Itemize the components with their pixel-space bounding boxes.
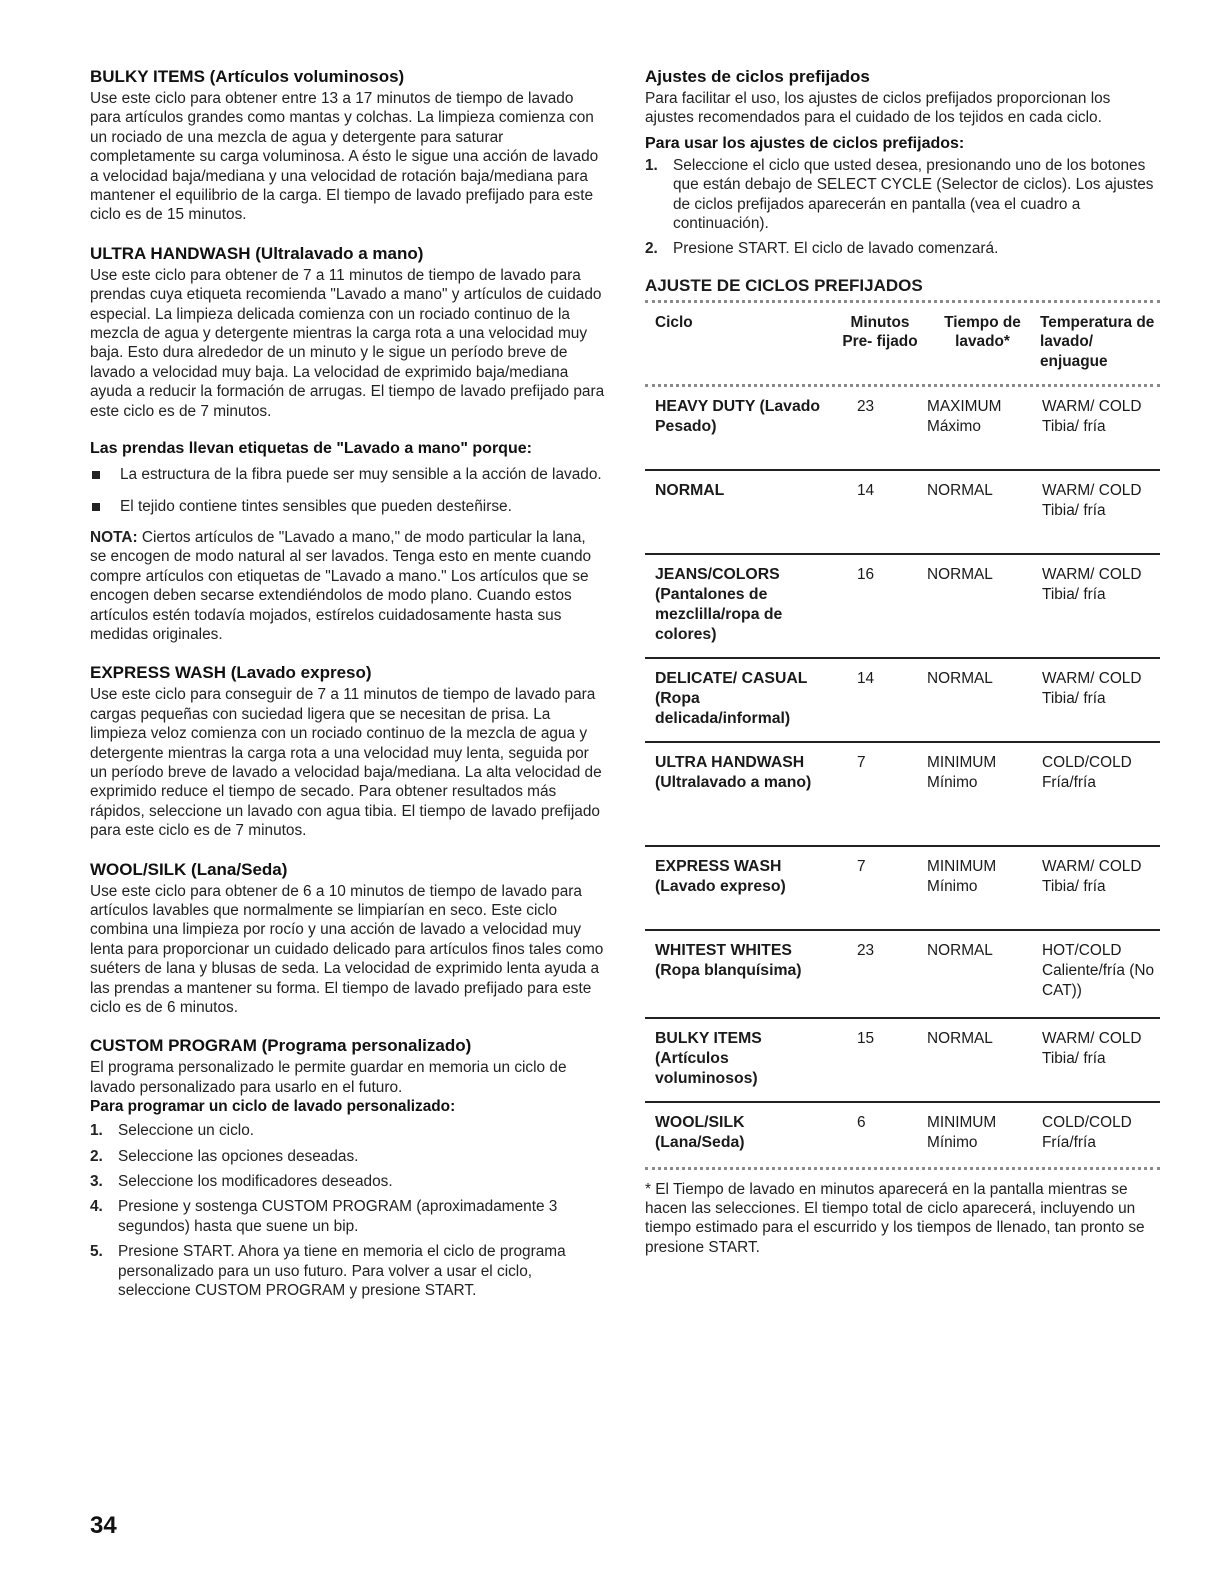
list-item [90,1121,605,1140]
list-item [90,1172,605,1191]
cell-cycle: HEAVY DUTY (Lavado Pesado) [655,397,821,435]
header-cycle: Ciclo [655,313,693,331]
cell-cycle: NORMAL [655,481,725,499]
table-row [645,1103,1160,1167]
cell-minutes: 16 [857,565,875,583]
table-bottom-divider [645,1167,1160,1170]
list-item [90,1242,605,1300]
table-title: AJUSTE DE CICLOS PREFIJADOS [645,275,923,295]
header-temperature: Temperatura de lavado/ enjuague [1040,313,1155,371]
cell-minutes: 23 [857,397,875,415]
step-number: 3. [90,1173,103,1191]
step-text: Seleccione el ciclo que usted desea, presionando uno de los botones que están debajo de SELECT CYCLE (Selector de ciclos). Los ajustes de ciclos prefijados aparecerán en pantalla (vea el cuadro a continuación). [673,156,1154,233]
cell-cycle: ULTRA HANDWASH (Ultralavado a mano) [655,753,812,791]
cell-temperature: WARM/ COLD Tibia/ fría [1042,669,1142,707]
table-row [645,743,1160,847]
step-number: 1. [90,1122,103,1140]
presets-subheading: Para usar los ajustes de ciclos prefijados: [645,134,965,152]
table-header [645,303,1160,384]
cell-minutes: 7 [857,753,866,771]
cell-temperature: WARM/ COLD Tibia/ fría [1042,857,1142,895]
right-column [645,66,1160,1257]
cell-temperature: WARM/ COLD Tibia/ fría [1042,565,1142,603]
cell-wash-time: MINIMUM Mínimo [927,753,997,791]
table-row [645,471,1160,555]
express-wash-heading: EXPRESS WASH (Lavado expreso) [90,663,372,683]
custom-program-heading: CUSTOM PROGRAM (Programa personalizado) [90,1036,472,1056]
list-item: El tejido contiene tintes sensibles que pueden desteñirse. [90,497,605,516]
custom-program-steps [90,1121,605,1300]
presets-body: Para facilitar el uso, los ajustes de ciclos prefijados proporcionan los ajustes recomendados para el cuidado de los tejidos en cada ciclo. [645,90,1111,127]
express-wash-body: Use este ciclo para conseguir de 7 a 11 minutos de tiempo de lavado para cargas pequeñas con suciedad ligera que se necesitan de prisa. La limpieza veloz comienza con un rociado continuo de la mezcla de agua y detergente mientras la carga rota a una velocidad muy lenta, seguida por un período breve de lavado a velocidad baja/mediana. La alta velocidad de exprimido reduce el tiempo de secado. Para obtener resultados más rápidos, seleccione un lavado con agua tibia. El tiempo de lavado prefijado para este ciclo es de 7 minutos. [90,686,602,840]
cell-temperature: COLD/COLD Fría/fría [1042,1113,1132,1151]
step-number: 2. [645,240,658,258]
table-row [645,387,1160,471]
step-number: 1. [645,156,658,174]
list-item [90,1197,605,1236]
cell-cycle: DELICATE/ CASUAL (Ropa delicada/informal) [655,669,808,727]
header-wash-time: Tiempo de lavado* [944,313,1021,351]
wool-silk-heading: WOOL/SILK (Lana/Seda) [90,859,288,879]
list-item: La estructura de la fibra puede ser muy sensible a la acción de lavado. [90,465,605,484]
table-row [645,931,1160,1019]
table-body [645,387,1160,1167]
left-column [90,66,605,1307]
cell-temperature: WARM/ COLD Tibia/ fría [1042,481,1142,519]
cell-wash-time: MINIMUM Mínimo [927,1113,997,1151]
step-text: Seleccione los modificadores deseados. [118,1173,393,1191]
cell-minutes: 15 [857,1029,875,1047]
cell-wash-time: NORMAL [927,565,993,583]
handwash-labels-heading: Las prendas llevan etiquetas de "Lavado a mano" porque: [90,440,532,458]
cell-cycle: BULKY ITEMS (Artículos voluminosos) [655,1029,762,1087]
step-text: Seleccione un ciclo. [118,1122,255,1140]
custom-program-subheading: Para programar un ciclo de lavado personalizado: [90,1098,456,1116]
step-number: 2. [90,1147,103,1165]
cell-cycle: JEANS/COLORS (Pantalones de mezclilla/ropa de colores) [655,565,783,643]
note-text: Ciertos artículos de "Lavado a mano," de modo particular la lana, se encogen de modo natural al ser lavados. Tenga esto en mente cuando compre artículos con etiquetas de "Lavado a mano." Los artículos que se encogen deben secarse extendiéndolos de modo plano. Cuando estos artículos estén todavía mojados, estírelos cuidadosamente hasta sus medidas originales. [90,528,592,643]
cell-wash-time: MINIMUM Mínimo [927,857,997,895]
header-minutes: Minutos Pre- fijado [842,313,918,351]
step-text: Presione START. Ahora ya tiene en memoria el ciclo de programa personalizado para un uso futuro. Para volver a usar el ciclo, seleccione CUSTOM PROGRAM y presione START. [118,1243,566,1300]
ultra-handwash-heading: ULTRA HANDWASH (Ultralavado a mano) [90,243,424,263]
presets-steps [645,156,1160,259]
page-number: 34 [90,1512,117,1539]
handwash-reasons-list [90,465,605,516]
cell-minutes: 6 [857,1113,866,1131]
list-item [645,156,1160,234]
cell-cycle: WHITEST WHITES (Ropa blanquísima) [655,941,802,979]
cell-cycle: EXPRESS WASH (Lavado expreso) [655,857,786,895]
cell-wash-time: MAXIMUM Máximo [927,397,1002,435]
wool-silk-body: Use este ciclo para obtener de 6 a 10 minutos de tiempo de lavado para artículos lavables que normalmente se limpiarían en seco. Este ciclo combina una limpieza por rocío y una acción de lavado a velocidad muy lenta para proporcionar un cuidado delicado para artículos finos tales como suéters de lana y blusas de seda. La velocidad de exprimido lenta ayuda a las prendas a mantener su forma. El tiempo de lavado prefijado para este ciclo es de 6 minutos. [90,882,604,1017]
step-text: Presione y sostenga CUSTOM PROGRAM (aproximadamente 3 segundos) hasta que suene un bip. [118,1198,558,1235]
table-footnote: * El Tiempo de lavado en minutos aparecerá en la pantalla mientras se hacen las selecciones. El tiempo total de ciclo aparecerá, incluyendo un tiempo estimado para el escurrido y los tiempos de llenado, tan pronto se presione START. [645,1180,1145,1256]
cell-wash-time: NORMAL [927,1029,993,1047]
table-row [645,1019,1160,1103]
bulky-items-heading: BULKY ITEMS (Artículos voluminosos) [90,67,405,86]
table-row [645,555,1160,659]
cell-temperature: COLD/COLD Fría/fría [1042,753,1132,791]
table-row [645,659,1160,743]
handwash-note [90,528,605,644]
cell-minutes: 23 [857,941,875,959]
list-item [645,239,1160,258]
step-text: Seleccione las opciones deseadas. [118,1147,359,1165]
cell-wash-time: NORMAL [927,669,993,687]
cell-wash-time: NORMAL [927,481,993,499]
presets-heading: Ajustes de ciclos prefijados [645,67,870,86]
table-row [645,847,1160,931]
custom-program-body: El programa personalizado le permite guardar en memoria un ciclo de lavado personalizado para usarlo en el futuro. [90,1059,567,1096]
note-label: NOTA: [90,528,138,546]
cell-wash-time: NORMAL [927,941,993,959]
cell-cycle: WOOL/SILK (Lana/Seda) [655,1113,745,1151]
bulky-items-body: Use este ciclo para obtener entre 13 a 17 minutos de tiempo de lavado para artículos grandes como mantas y colchas. La limpieza comienza con un rociado de una mezcla de agua y detergente para saturar completamente su carga voluminosa. A ésto le sigue una acción de lavado a velocidad baja/mediana y una velocidad de rotación baja/mediana para mantener el equilibrio de la carga. El tiempo de lavado prefijado para este ciclo es de 15 minutos. [90,90,599,224]
ultra-handwash-body: Use este ciclo para obtener de 7 a 11 minutos de tiempo de lavado para prendas cuya etiqueta recomienda "Lavado a mano" y artículos de cuidado especial. La limpieza delicada comienza con un rociado continuo de la mezcla de agua y detergente mientras la carga rota a una velocidad muy baja. Esto dura alrededor de un minuto y le sigue un período breve de lavado a velocidad muy baja. La velocidad de exprimido baja/mediana ayuda a reducir la formación de arrugas. El tiempo de lavado prefijado para este ciclo es de 7 minutos. [90,266,605,420]
cell-minutes: 14 [857,669,875,687]
step-text: Presione START. El ciclo de lavado comenzará. [673,240,999,258]
list-item [90,1147,605,1166]
cell-temperature: HOT/COLD Caliente/fría (No CAT)) [1042,941,1155,999]
step-number: 4. [90,1198,103,1216]
cell-minutes: 14 [857,481,875,499]
step-number: 5. [90,1243,103,1261]
cell-temperature: WARM/ COLD Tibia/ fría [1042,1029,1142,1067]
cell-minutes: 7 [857,857,866,875]
cell-temperature: WARM/ COLD Tibia/ fría [1042,397,1142,435]
